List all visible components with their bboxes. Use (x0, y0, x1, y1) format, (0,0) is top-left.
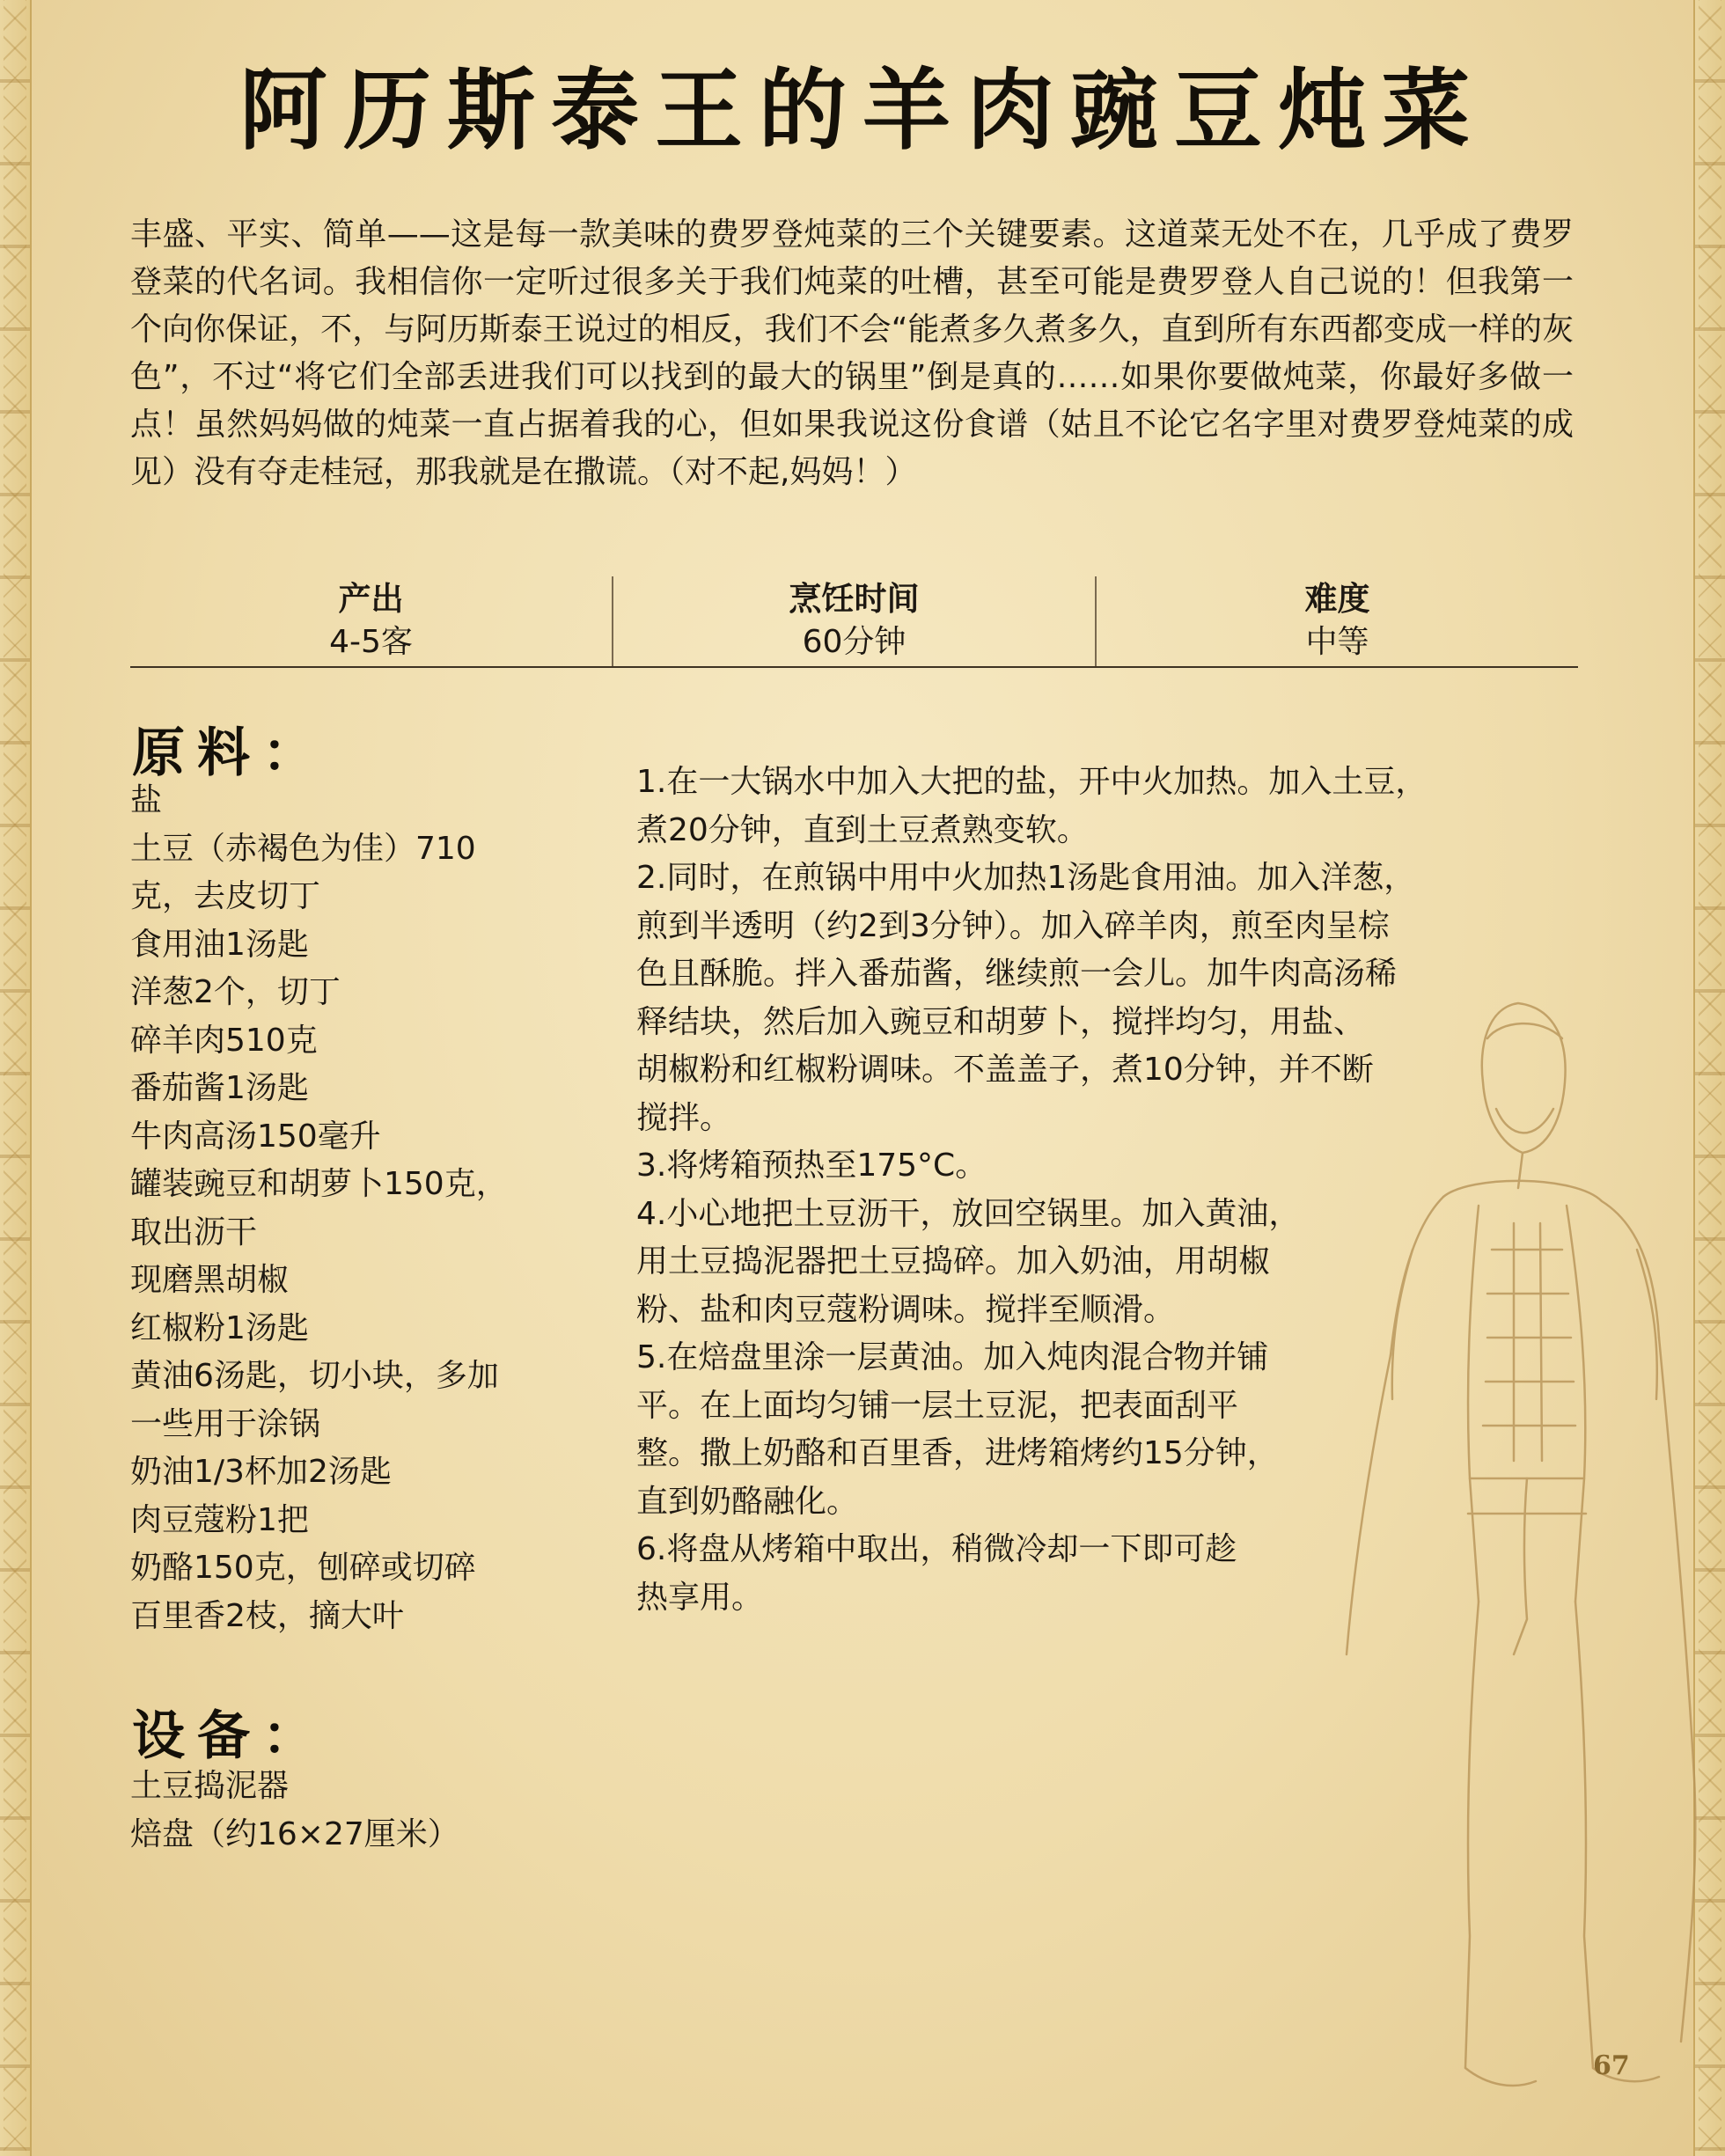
stat-cook-time (612, 576, 1095, 666)
step-line: 整。撒上奶酪和百里香，进烤箱烤约15分钟， (636, 1435, 1279, 1471)
step-line: 6.将盘从烤箱中取出，稍微冷却一下即可趁 (636, 1531, 1237, 1567)
stat-value: 60分钟 (802, 624, 907, 660)
stat-label: 产出 (338, 580, 404, 618)
step-line: 1.在一大锅水中加入大把的盐，开中火加热。加入土豆， (636, 764, 1428, 800)
ingredient-item: 一些用于涂锅 (130, 1405, 321, 1442)
ingredient-item: 百里香2枝，摘大叶 (130, 1597, 404, 1634)
step-line: 4.小心地把土豆沥干，放回空锅里。加入黄油， (636, 1195, 1301, 1232)
step-line: 5.在焙盘里涂一层黄油。加入炖肉混合物并铺 (636, 1339, 1269, 1375)
page-title: 阿历斯泰王的羊肉豌豆炖菜 (239, 58, 1486, 162)
stat-yield (130, 576, 612, 666)
stat-label: 烹饪时间 (789, 580, 920, 618)
ingredient-item: 肉豆蔻粉1把 (130, 1501, 309, 1538)
step-line: 搅拌。 (636, 1099, 732, 1136)
step-line: 煮20分钟，直到土豆煮熟变软。 (636, 811, 1089, 848)
ingredient-item: 盐 (130, 782, 163, 818)
step-line: 胡椒粉和红椒粉调味。不盖盖子，煮10分钟，并不断 (636, 1052, 1374, 1088)
ingredient-item: 现磨黑胡椒 (130, 1262, 290, 1298)
left-ornamental-border (0, 0, 32, 2156)
stat-value: 4-5客 (329, 624, 413, 660)
step-line: 热享用。 (636, 1579, 764, 1616)
ingredient-item: 奶酪150克，刨碎或切碎 (130, 1550, 476, 1586)
equipment-list (130, 1763, 459, 1859)
step-line: 用土豆捣泥器把土豆捣碎。加入奶油，用胡椒 (636, 1243, 1271, 1280)
ingredient-item: 黄油6汤匙，切小块，多加 (130, 1358, 499, 1394)
ingredients-heading: 原料： (132, 722, 327, 784)
ingredient-item: 番茄酱1汤匙 (130, 1070, 309, 1106)
ingredients-list (130, 777, 508, 1640)
equipment-heading: 设备： (132, 1705, 327, 1767)
step-line: 煎到半透明（约2到3分钟）。加入碎羊肉，煎至肉呈棕 (636, 907, 1390, 944)
step-line: 平。在上面均匀铺一层土豆泥，把表面刮平 (636, 1387, 1239, 1424)
equipment-item: 焙盘（约16×27厘米） (130, 1815, 459, 1852)
stat-label: 难度 (1304, 580, 1370, 618)
ingredient-item: 碎羊肉510克 (130, 1022, 318, 1059)
step-line: 色且酥脆。拌入番茄酱，继续煎一会儿。加牛肉高汤稀 (636, 956, 1398, 992)
ingredient-item: 洋葱2个，切丁 (130, 974, 341, 1010)
ingredient-item: 罐装豌豆和胡萝卜150克， (130, 1166, 508, 1202)
stat-value: 中等 (1305, 624, 1369, 660)
king-sketch-illustration (1338, 986, 1707, 2103)
ingredient-item: 土豆（赤褐色为佳）710 (130, 830, 476, 867)
recipe-stats-bar (130, 576, 1578, 668)
intro-paragraph: 丰盛、平实、简单——这是每一款美味的费罗登炖菜的三个关键要素。这道菜无处不在，几乎成了费罗登菜的代名词。我相信你一定听过很多关于我们炖菜的吐槽，甚至可能是费罗登人自己说的！但我第一个向你保证，不，与阿历斯泰王说过的相反，我们不会“能煮多久煮多久，直到所有东西都变成一样的灰色”，不过“将它们全部丢进我们可以找到的最大的锅里”倒是真的……如果你要做炖菜，你最好多做一点！虽然妈妈做的炖菜一直占据着我的心，但如果我说这份食谱（姑且不论它名字里对费罗登炖菜的成见）没有夺走桂冠，那我就是在撒谎。（对不起,妈妈！） (130, 216, 1574, 490)
ingredient-item: 食用油1汤匙 (130, 926, 309, 963)
ingredient-item: 取出沥干 (130, 1214, 258, 1250)
stat-difficulty (1095, 576, 1578, 666)
step-line: 2.同时，在煎锅中用中火加热1汤匙食用油。加入洋葱， (636, 860, 1416, 896)
page-number: 67 (1593, 2050, 1630, 2081)
ingredient-item: 牛肉高汤150毫升 (130, 1118, 381, 1155)
ingredient-item: 克，去皮切丁 (130, 878, 321, 914)
step-line: 释结块，然后加入豌豆和胡萝卜，搅拌均匀，用盐、 (636, 1003, 1366, 1040)
step-line: 粉、盐和肉豆蔻粉调味。搅拌至顺滑。 (636, 1291, 1176, 1328)
ingredient-item: 红椒粉1汤匙 (130, 1309, 309, 1346)
ingredient-item: 奶油1/3杯加2汤匙 (130, 1454, 392, 1490)
equipment-item: 土豆捣泥器 (130, 1768, 290, 1804)
step-line: 直到奶酪融化。 (636, 1483, 859, 1520)
step-line: 3.将烤箱预热至175°C。 (636, 1148, 987, 1184)
